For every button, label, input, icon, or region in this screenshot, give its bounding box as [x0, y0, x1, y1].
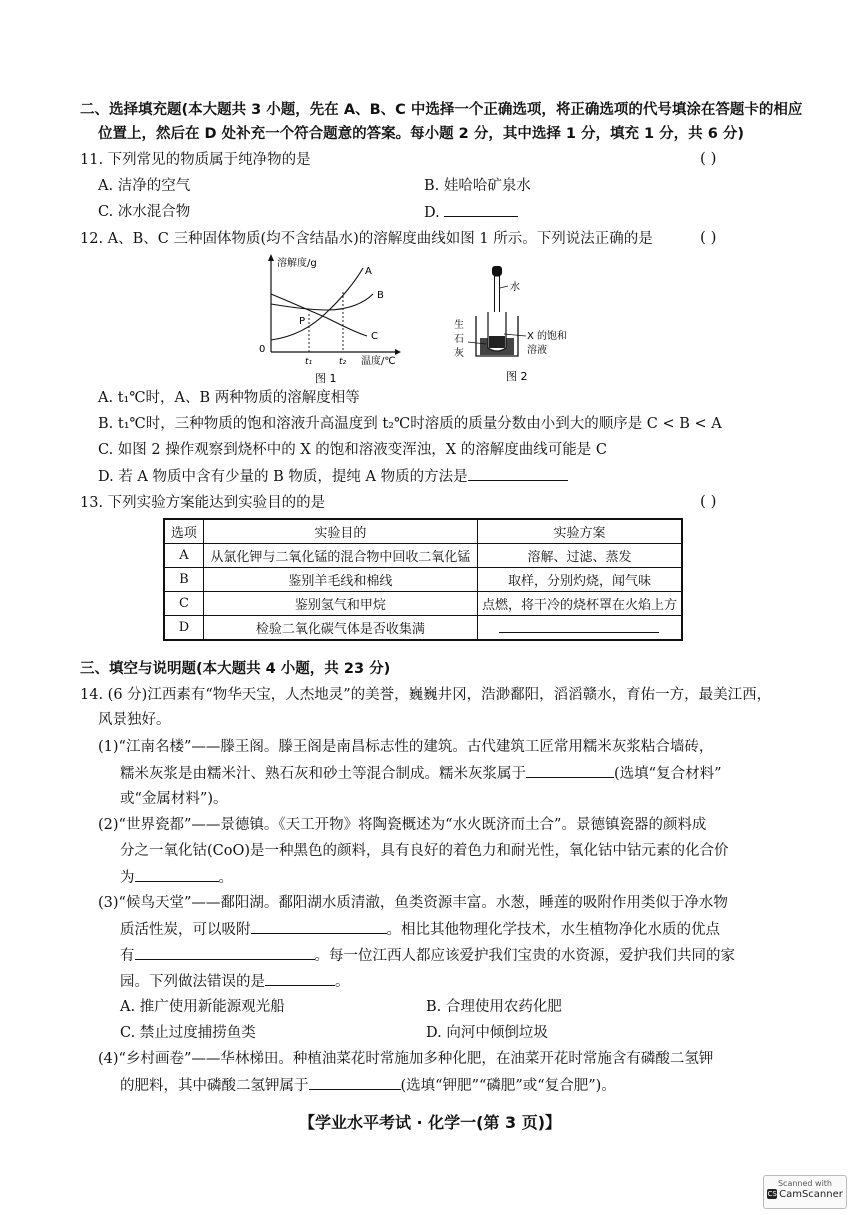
- q14-part1-line2: 糯米灰浆是由糯米汁、熟石灰和砂土等混合制成。糯米灰浆属于 (选填“复合材料”: [120, 763, 721, 784]
- q12-d-blank: [468, 466, 568, 481]
- origin-label: 0: [259, 344, 266, 355]
- water-pointer: [500, 286, 508, 288]
- y-axis-arrow: [268, 254, 274, 261]
- q14-part2-line1: (2)“世界瓷都”——景德镇。《天工开物》将陶瓷概述为“水火既济而土合”。景德镇瓷器的颜料成: [98, 817, 707, 833]
- t1-label: t₁: [305, 357, 313, 367]
- q13-answer-paren: ( ): [700, 492, 717, 510]
- q12-option-a: A. t₁℃时，A、B 两种物质的溶解度相等: [98, 390, 360, 406]
- q11-d-blank: [444, 202, 518, 217]
- q11-option-b: B. 娃哈哈矿泉水: [424, 178, 531, 194]
- table-header-row: [164, 519, 682, 544]
- q13-d-blank: [499, 618, 659, 633]
- solubility-curve-figure: [255, 252, 405, 387]
- row-c-option: C: [164, 592, 203, 616]
- section2-heading-line2: 位置上，然后在 D 处补充一个符合题意的答案。每小题 2 分，其中选择 1 分，填充 1 分，共 6 分): [98, 126, 744, 142]
- q11-option-d: D.: [424, 202, 518, 223]
- row-d-purpose: 检验二氧化碳气体是否收集满: [203, 616, 477, 641]
- lime-label-2: 石: [454, 334, 464, 345]
- row-b-purpose: 鉴别羊毛线和棉线: [203, 568, 477, 592]
- section2-heading-line1: 二、选择填充题(本大题共 3 小题，先在 A、B、C 中选择一个正确选项，将正确选项的代号填涂在答题卡的相应: [80, 102, 803, 118]
- solution-label-1: X 的饱和: [527, 331, 568, 342]
- q14-part3-blank3: [265, 971, 335, 986]
- q14-part3-line4: 园。下列做法错误的是 。: [120, 971, 350, 992]
- q14-part4-line2: 的肥料，其中磷酸二氢钾属于 (选填“钾肥”“磷肥”或“复合肥”)。: [120, 1075, 616, 1096]
- curve-b-label: B: [377, 290, 384, 301]
- section3-heading: 三、填空与说明题(本大题共 4 小题，共 23 分): [80, 661, 391, 677]
- q14-intro-line1: 14. (6 分)江西素有“物华天宝，人杰地灵”的美誉，巍巍井冈，浩渺鄱阳，滔滔赣水，育佑一方，最美江西，: [80, 687, 772, 703]
- q14-intro-line2: 风景独好。: [98, 712, 171, 728]
- row-c-plan: 点燃，将干冷的烧杯罩在火焰上方: [477, 592, 682, 616]
- fig2-caption: 图 2: [506, 370, 528, 383]
- solution-label-2: 溶液: [527, 345, 547, 356]
- q12-option-b: B. t₁℃时，三种物质的饱和溶液升高温度到 t₂℃时溶质的质量分数由小到大的顺序是 C < B < A: [98, 416, 722, 432]
- q14-part3-option-a: A. 推广使用新能源观光船: [120, 999, 285, 1015]
- q11-option-a: A. 洁净的空气: [98, 178, 191, 194]
- q11-option-c: C. 冰水混合物: [98, 204, 191, 220]
- curve-b: [271, 294, 373, 310]
- fig1-caption: 图 1: [315, 372, 337, 385]
- curve-c-label: C: [371, 331, 378, 342]
- q14-part1-blank: [526, 763, 614, 778]
- t2-label: t₂: [339, 357, 347, 367]
- table-row: [164, 592, 682, 616]
- camscanner-line2: CS CamScanner: [767, 1189, 843, 1200]
- point-p-label: P: [299, 316, 306, 327]
- camscanner-watermark: [763, 1175, 847, 1209]
- row-a-option: A: [164, 544, 203, 568]
- q14-part3-blank2: [135, 945, 315, 960]
- q14-part3-option-d: D. 向河中倾倒垃圾: [426, 1025, 548, 1041]
- q14-part3-blank1: [251, 919, 387, 934]
- water-label: 水: [510, 282, 520, 293]
- row-d-option: D: [164, 616, 203, 641]
- x-axis-arrow: [395, 349, 401, 355]
- page-footer: 【学业水平考试 · 化学一(第 3 页)】: [298, 1113, 562, 1132]
- q14-part4-line1: (4)“乡村画卷”——华林梯田。种植油菜花时常施加多种化肥，在油菜开花时常施含有磷酸二氢钾: [98, 1051, 714, 1067]
- q14-part1-line3: 或“金属材料”)。: [120, 791, 228, 807]
- table-row: [164, 568, 682, 592]
- curve-c: [271, 294, 367, 336]
- q11-answer-paren: ( ): [700, 149, 717, 167]
- row-d-plan: [477, 616, 682, 641]
- q14-part2-blank: [135, 867, 219, 882]
- experiment-table: [163, 518, 683, 641]
- q14-part3-line3: 有 。每一位江西人都应该爱护我们宝贵的水资源，爱护我们共同的家: [120, 945, 735, 966]
- header-purpose: 实验目的: [203, 519, 477, 544]
- header-plan: 实验方案: [477, 519, 682, 544]
- q12-stem: 12. A、B、C 三种固体物质(均不含结晶水)的溶解度曲线如图 1 所示。下列说法正确的是: [80, 231, 653, 247]
- q12-option-c: C. 如图 2 操作观察到烧杯中的 X 的饱和溶液变浑浊，X 的溶解度曲线可能是 C: [98, 442, 607, 458]
- header-option: 选项: [164, 519, 203, 544]
- row-b-option: B: [164, 568, 203, 592]
- lime-label-1: 生: [454, 320, 464, 331]
- row-c-purpose: 鉴别氢气和甲烷: [203, 592, 477, 616]
- table-row: [164, 616, 682, 641]
- q13-stem: 13. 下列实验方案能达到实验目的的是: [80, 495, 326, 511]
- q14-part3-option-b: B. 合理使用农药化肥: [426, 999, 562, 1015]
- q14-part2-line3: 为 。: [120, 867, 233, 888]
- q14-part3-line2: 质活性炭，可以吸附 。相比其他物理化学技术，水生植物净化水质的优点: [120, 919, 720, 940]
- q14-part2-line2: 分之一氧化钴(CoO)是一种黑色的颜料，具有良好的着色力和耐光性，氧化钴中钴元素的化合价: [120, 843, 729, 859]
- q14-part3-line1: (3)“候鸟天堂”——鄱阳湖。鄱阳湖水质清澈，鱼类资源丰富。水葱，睡莲的吸附作用类似于净水物: [98, 895, 728, 911]
- table-row: [164, 544, 682, 568]
- x-axis-label: 温度/℃: [361, 356, 396, 367]
- lime-label-3: 灰: [454, 348, 464, 359]
- solution-pointer: [504, 334, 526, 336]
- q12-answer-paren: ( ): [700, 228, 717, 246]
- q14-part3-option-c: C. 禁止过度捕捞鱼类: [120, 1025, 256, 1041]
- camscanner-line1: Scanned with: [777, 1179, 833, 1188]
- q14-part1-line1: (1)“江南名楼”——滕王阁。滕王阁是南昌标志性的建筑。古代建筑工匠常用糯米灰浆粘合墙砖，: [98, 739, 714, 755]
- y-axis-label: 溶解度/g: [277, 258, 317, 269]
- dropper-bulb: [492, 266, 502, 276]
- apparatus-figure: [446, 256, 596, 386]
- q11-stem: 11. 下列常见的物质属于纯净物的是: [80, 152, 311, 168]
- q14-part4-blank: [309, 1075, 401, 1090]
- q12-option-d: D. 若 A 物质中含有少量的 B 物质，提纯 A 物质的方法是: [98, 466, 568, 487]
- camscanner-logo-icon: CS: [767, 1190, 777, 1198]
- curve-a-label: A: [365, 266, 372, 277]
- row-b-plan: 取样，分别灼烧，闻气味: [477, 568, 682, 592]
- test-tube-solid: [489, 336, 505, 348]
- row-a-purpose: 从氯化钾与二氧化锰的混合物中回收二氧化锰: [203, 544, 477, 568]
- row-a-plan: 溶解、过滤、蒸发: [477, 544, 682, 568]
